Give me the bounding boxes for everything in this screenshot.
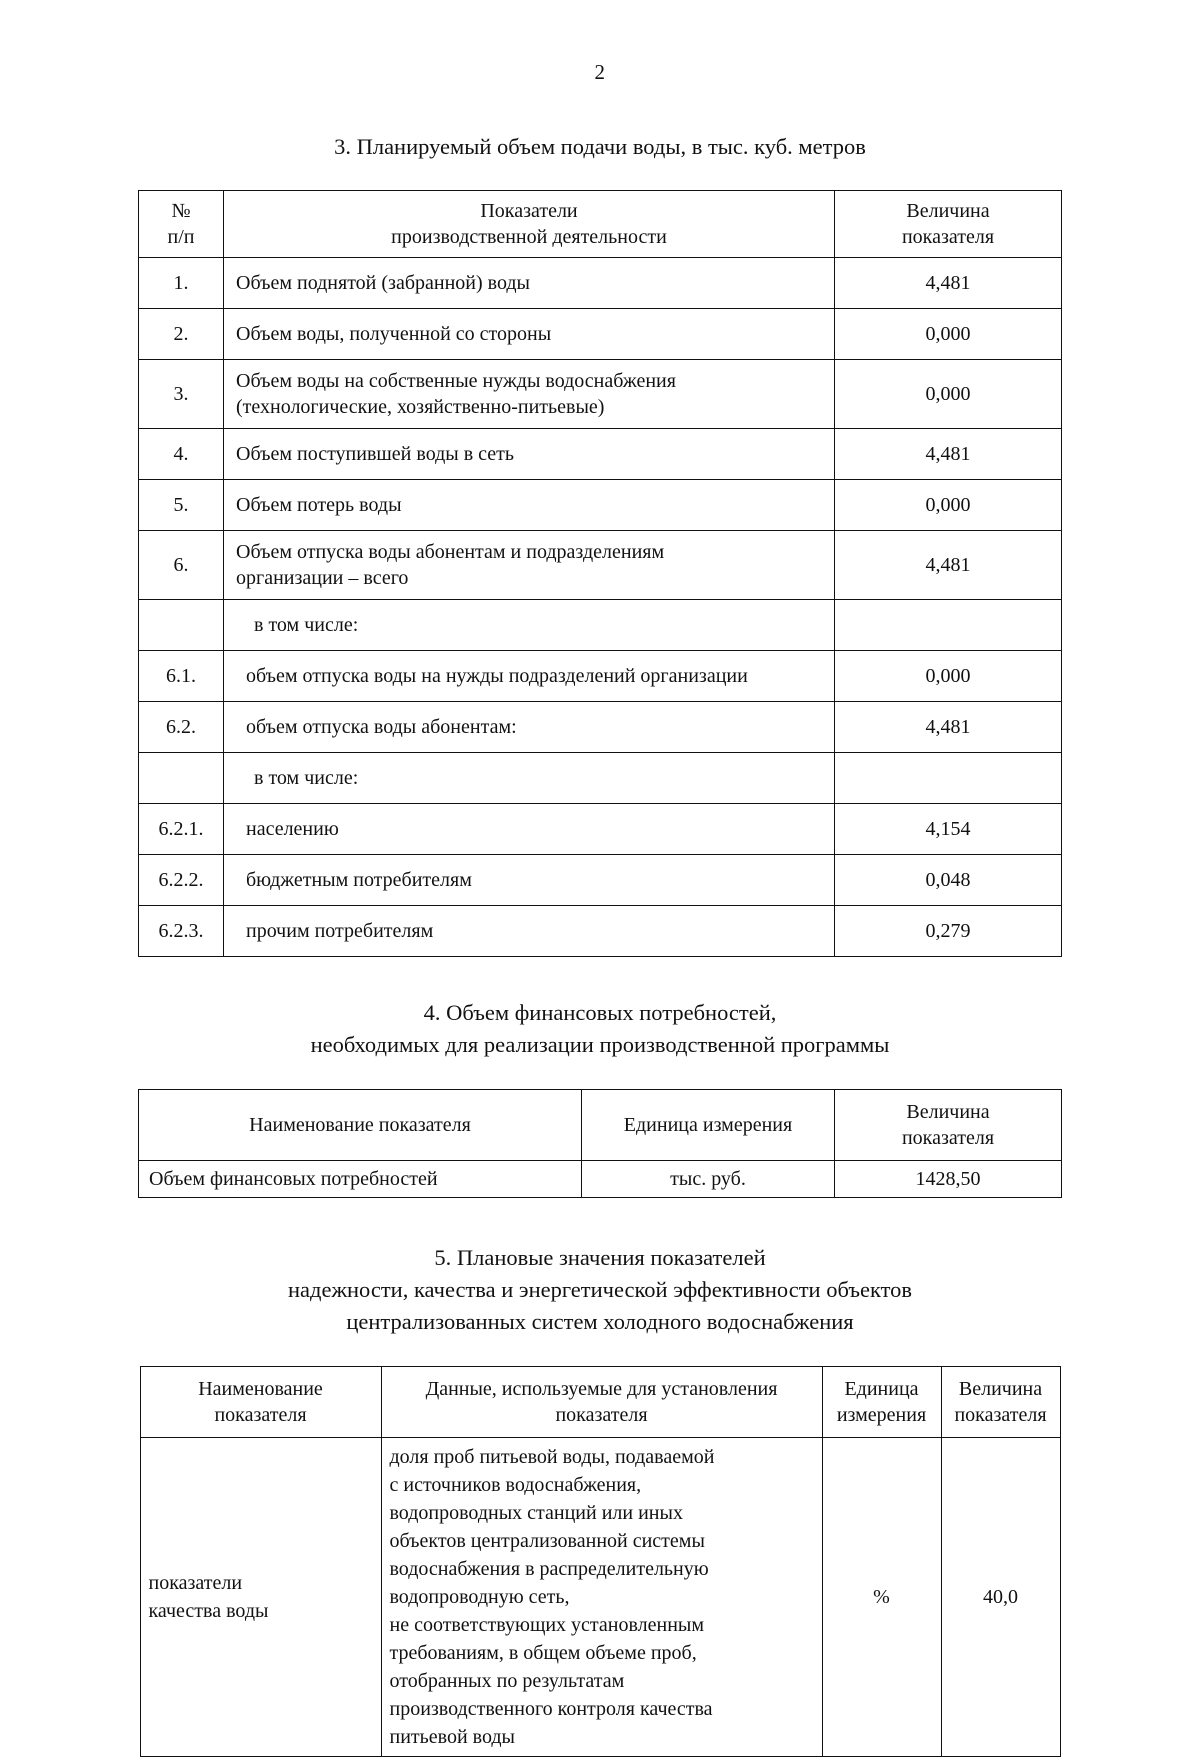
row-value: 0,000: [835, 650, 1062, 701]
header-unit-line-2: измерения: [836, 1403, 927, 1426]
section-4-title: [0, 997, 1200, 1061]
table-financial-needs: [138, 1089, 1062, 1198]
table-planned-indicator-values: [140, 1366, 1061, 1757]
table-row: [140, 1437, 1060, 1756]
row-value: [835, 599, 1062, 650]
table-planned-water-volume: [138, 190, 1062, 957]
row-value: 0,000: [835, 359, 1062, 428]
table-row: [139, 359, 1062, 428]
row-data-line-4: объектов централизованной системы: [389, 1529, 705, 1552]
row-number: 1.: [139, 257, 224, 308]
row-indicator: Объем воды, полученной со стороны: [224, 308, 835, 359]
section-5-title-line-1: 5. Плановые значения показателей: [434, 1244, 766, 1270]
row-indicator: в том числе:: [224, 599, 835, 650]
row-value: 0,000: [835, 479, 1062, 530]
table-row: [139, 803, 1062, 854]
header-cell-value: [835, 1089, 1062, 1160]
header-value-line-1: Величина: [906, 199, 990, 222]
row-number: 6.2.2.: [139, 854, 224, 905]
row-value: 4,154: [835, 803, 1062, 854]
row-number: [139, 752, 224, 803]
row-indicator: в том числе:: [224, 752, 835, 803]
row-data-line-8: требованиям, в общем объеме проб,: [389, 1641, 697, 1664]
row-data-description: [381, 1437, 822, 1756]
row-data-line-5: водоснабжения в распределительную: [389, 1557, 709, 1580]
table-row: [139, 650, 1062, 701]
table-header-row: [139, 1089, 1062, 1160]
header-cell-indicator-name: Наименование показателя: [139, 1089, 582, 1160]
row-number: 6.2.: [139, 701, 224, 752]
row-indicator: объем отпуска воды абонентам:: [224, 701, 835, 752]
row-data-line-3: водопроводных станций или иных: [389, 1501, 683, 1524]
row-indicator: Объем поступившей воды в сеть: [224, 428, 835, 479]
header-cell-indicator: [224, 190, 835, 257]
header-cell-value: [941, 1366, 1060, 1437]
row-number: 6.: [139, 530, 224, 599]
row-data-line-10: производственного контроля качества: [389, 1697, 713, 1720]
row-indicator-line-2: (технологические, хозяйственно-питьевые): [236, 395, 605, 418]
section-3-title: [0, 131, 1200, 163]
row-unit: тыс. руб.: [582, 1160, 835, 1197]
table-row: [139, 752, 1062, 803]
header-indicator-line-1: Показатели: [480, 199, 578, 222]
table-row: [139, 428, 1062, 479]
row-value: 0,279: [835, 905, 1062, 956]
section-5-title: [0, 1242, 1200, 1338]
row-value: 1428,50: [835, 1160, 1062, 1197]
table-row: [139, 257, 1062, 308]
row-value: 4,481: [835, 257, 1062, 308]
section-5-title-line-2: надежности, качества и энергетической эффективности объектов: [287, 1276, 913, 1302]
row-value: 4,481: [835, 428, 1062, 479]
header-cell-unit: Единица измерения: [582, 1089, 835, 1160]
row-indicator-line-1: Объем отпуска воды абонентам и подразделениям: [236, 540, 665, 563]
header-value-line-1: Величина: [958, 1377, 1043, 1400]
section-5-title-line-3: централизованных систем холодного водоснабжения: [346, 1308, 854, 1334]
table-row: [139, 1160, 1062, 1197]
row-indicator: Объем поднятой (забранной) воды: [224, 257, 835, 308]
table-row: [139, 599, 1062, 650]
header-name-line-2: показателя: [214, 1403, 307, 1426]
section-4-title-line-2: необходимых для реализации производственной программы: [310, 1031, 890, 1057]
page-number: 2: [594, 60, 606, 84]
header-name-line-1: Наименование: [198, 1377, 323, 1400]
row-indicator: бюджетным потребителям: [224, 854, 835, 905]
row-number: 6.1.: [139, 650, 224, 701]
row-data-line-11: питьевой воды: [389, 1725, 515, 1748]
table-row: [139, 308, 1062, 359]
header-cell-number: [139, 190, 224, 257]
row-data-line-2: с источников водоснабжения,: [389, 1473, 642, 1496]
row-name-line-1: показатели: [148, 1571, 243, 1594]
row-indicator-name: [140, 1437, 381, 1756]
table-row: [139, 479, 1062, 530]
header-number-line-2: п/п: [167, 225, 195, 248]
header-value-line-2: показателя: [901, 1126, 995, 1149]
row-unit: %: [822, 1437, 941, 1756]
header-value-line-2: показателя: [954, 1403, 1047, 1426]
row-indicator: объем отпуска воды на нужды подразделений организации: [224, 650, 835, 701]
table-row: [139, 905, 1062, 956]
header-value-line-2: показателя: [901, 225, 995, 248]
header-number-line-1: №: [171, 199, 191, 222]
row-value: 4,481: [835, 530, 1062, 599]
row-number: 2.: [139, 308, 224, 359]
row-indicator: прочим потребителям: [224, 905, 835, 956]
table-header-row: [140, 1366, 1060, 1437]
row-number: 3.: [139, 359, 224, 428]
row-value: 0,048: [835, 854, 1062, 905]
row-indicator: [224, 530, 835, 599]
table-row: [139, 701, 1062, 752]
row-number: 6.2.3.: [139, 905, 224, 956]
section-3-title-line-1: 3. Планируемый объем подачи воды, в тыс. куб. метров: [334, 134, 866, 159]
header-cell-value: [835, 190, 1062, 257]
header-cell-indicator-name: [140, 1366, 381, 1437]
row-value: 4,481: [835, 701, 1062, 752]
header-value-line-1: Величина: [906, 1100, 990, 1123]
row-number: 6.2.1.: [139, 803, 224, 854]
row-indicator: населению: [224, 803, 835, 854]
document-page: [0, 60, 1200, 1757]
row-indicator-name: Объем финансовых потребностей: [139, 1160, 582, 1197]
row-indicator-line-1: Объем воды на собственные нужды водоснабжения: [236, 369, 676, 392]
row-value: 0,000: [835, 308, 1062, 359]
row-value: [835, 752, 1062, 803]
header-data-line-1: Данные, используемые для установления: [425, 1377, 778, 1400]
row-data-line-6: водопроводную сеть,: [389, 1585, 570, 1608]
row-indicator: Объем потерь воды: [224, 479, 835, 530]
header-data-line-2: показателя: [555, 1403, 648, 1426]
row-name-line-2: качества воды: [148, 1599, 269, 1622]
row-number: [139, 599, 224, 650]
header-indicator-line-2: производственной деятельности: [391, 225, 667, 248]
row-indicator-line-2: организации – всего: [236, 566, 409, 589]
header-cell-data: [381, 1366, 822, 1437]
row-data-line-7: не соответствующих установленным: [389, 1613, 705, 1636]
table-row: [139, 854, 1062, 905]
row-number: 4.: [139, 428, 224, 479]
row-data-line-1: доля проб питьевой воды, подаваемой: [389, 1445, 715, 1468]
table-header-row: [139, 190, 1062, 257]
row-number: 5.: [139, 479, 224, 530]
section-4-title-line-1: 4. Объем финансовых потребностей,: [423, 999, 777, 1025]
table-row: [139, 530, 1062, 599]
row-data-line-9: отобранных по результатам: [389, 1669, 625, 1692]
header-cell-unit: [822, 1366, 941, 1437]
row-value: 40,0: [941, 1437, 1060, 1756]
header-unit-line-1: Единица: [844, 1377, 919, 1400]
row-indicator: [224, 359, 835, 428]
